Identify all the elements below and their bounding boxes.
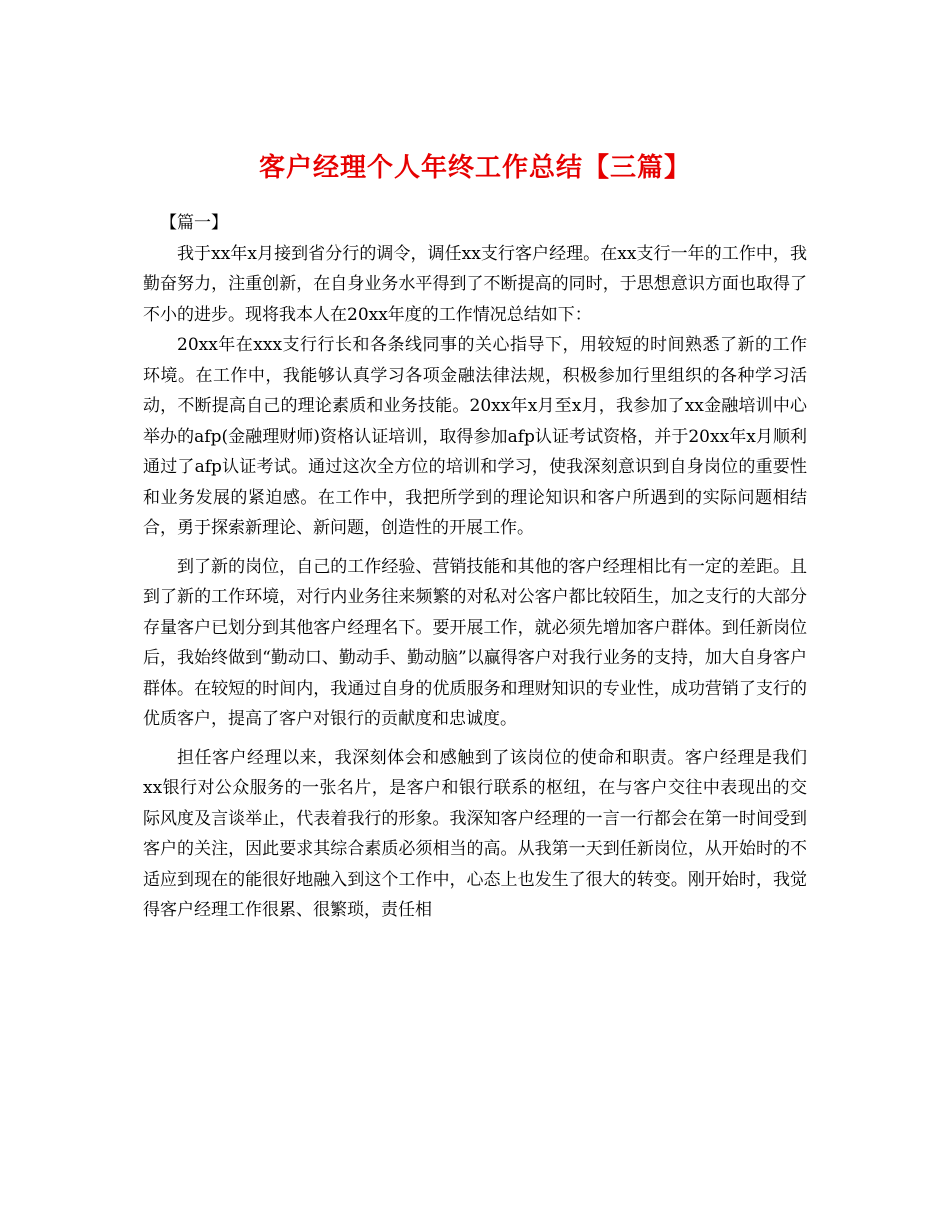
paragraph-3: 到了新的岗位，自己的工作经验、营销技能和其他的客户经理相比有一定的差距。且到了新的工作环境，对行内业务往来频繁的对私对公客户都比较陌生，加之支行的大部分存量客户已划分到其他客户经理名下。要开展工作，就必须先增加客户群体。到任新岗位后，我始终做到“勤动口、勤动手、勤动脑”以赢得客户对我行业务的支持，加大自身客户群体。在较短的时间内，我通过自身的优质服务和理财知识的专业性，成功营销了支行的优质客户，提高了客户对银行的贡献度和忠诚度。 bbox=[143, 556, 807, 729]
document-title: 客户经理个人年终工作总结【三篇】 bbox=[258, 153, 691, 184]
document-body bbox=[143, 208, 807, 926]
paragraph-2: 20xx年在xxx支行行长和各条线同事的关心指导下，用较短的时间熟悉了新的工作环境。在工作中，我能够认真学习各项金融法律法规，积极参加行里组织的各种学习活动，不断提高自己的理论素质和业务技能。20xx年x月至x月，我参加了xx金融培训中心举办的afp(金融理财师)资格认证培训，取得参加afp认证考试资格，并于20xx年x月顺利通过了afp认证考试。通过这次全方位的培训和学习，使我深刻意识到自身岗位的重要性和业务发展的紧迫感。在工作中，我把所学到的理论知识和客户所遇到的实际问题相结合，勇于探索新理论、新问题，创造性的开展工作。 bbox=[143, 335, 807, 538]
section-label: 【篇一】 bbox=[160, 213, 228, 233]
paragraph-4: 担任客户经理以来，我深刻体会和感触到了该岗位的使命和职责。客户经理是我们xx银行对公众服务的一张名片，是客户和银行联系的枢纽，在与客户交往中表现出的交际风度及言谈举止，代表着我行的形象。我深知客户经理的一言一行都会在第一时间受到客户的关注，因此要求其综合素质必须相当的高。从我第一天到任新岗位，从开始时的不适应到现在的能很好地融入到这个工作中，心态上也发生了很大的转变。刚开始时，我觉得客户经理工作很累、很繁琐，责任相 bbox=[143, 747, 807, 920]
paragraph-1: 我于xx年x月接到省分行的调令，调任xx支行客户经理。在xx支行一年的工作中，我勤奋努力，注重创新，在自身业务水平得到了不断提高的同时，于思想意识方面也取得了不小的进步。现将我本人在20xx年度的工作情况总结如下： bbox=[143, 243, 807, 325]
